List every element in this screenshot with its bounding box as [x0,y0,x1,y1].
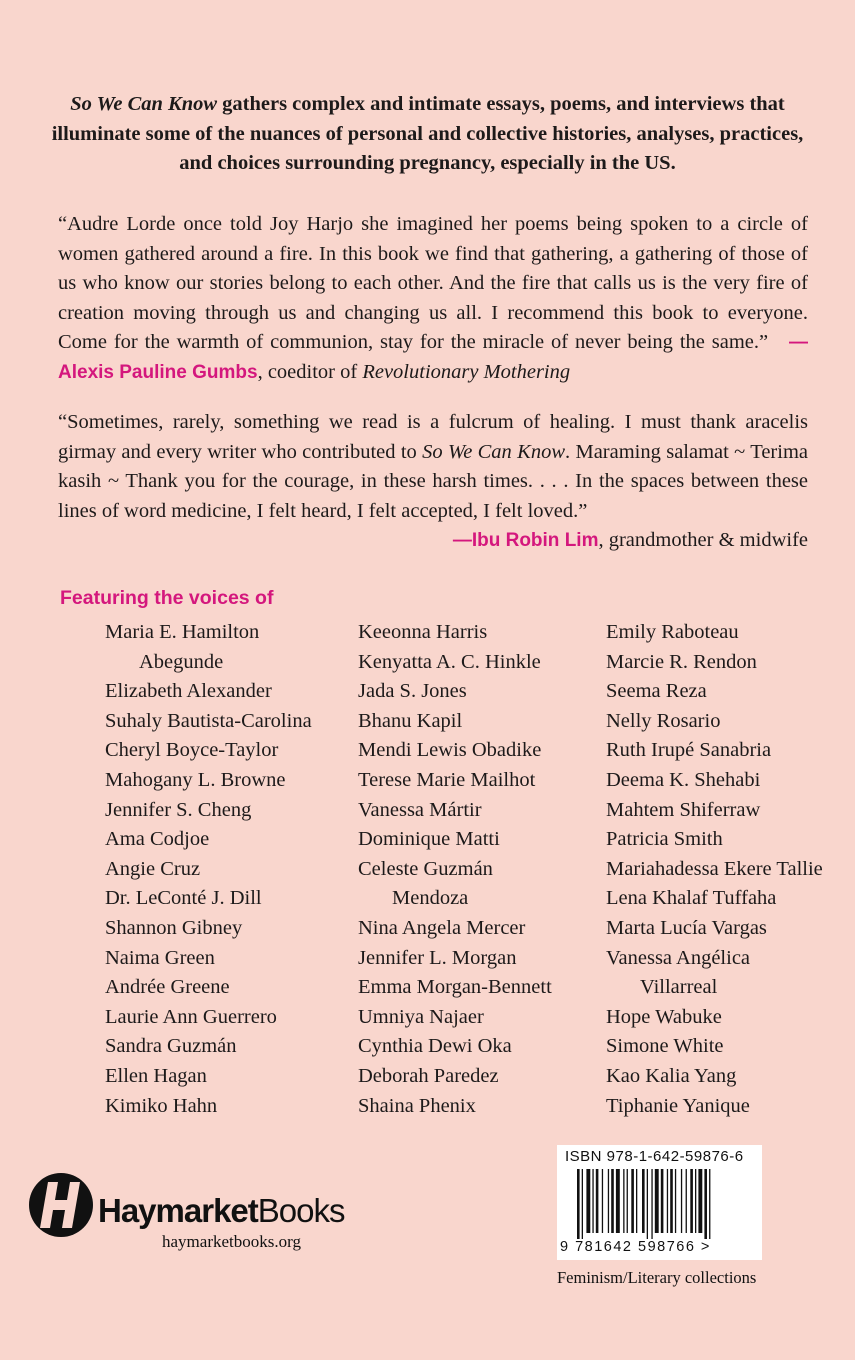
haymarket-logo-icon [28,1170,94,1240]
barcode-bar [704,1169,707,1239]
contributor-name: Jada S. Jones [358,680,467,703]
publisher-logo [28,1170,94,1245]
contributor-name: Simone White [606,1035,724,1058]
contributor-name: Vanessa Mártir [358,798,482,821]
barcode-bar [695,1169,696,1233]
contributor-name: Celeste Guzmán [358,857,493,880]
contributor-name: Cheryl Boyce-Taylor [105,739,279,762]
publisher-name: HaymarketBooks [98,1192,345,1229]
contributor-name: Dr. LeConté J. Dill [105,887,262,910]
quote-author: —Ibu Robin Lim [452,530,599,552]
barcode-bar [647,1169,648,1239]
barcode-bar [670,1169,673,1233]
isbn-label: ISBN 978-1-642-59876-6 [565,1148,744,1165]
contributor-name: Jennifer S. Cheng [105,798,252,821]
contributor-name: Bhanu Kapil [358,709,463,732]
contributor-name: Maria E. Hamilton [105,621,260,643]
contributors-column-3 [606,618,823,1121]
barcode-bar [631,1169,634,1233]
quote-author: —Alexis Pauline Gumbs [58,332,808,383]
description-blurb [40,90,815,179]
contributor-name: Mahtem Shiferraw [606,798,761,821]
contributor-name: Patricia Smith [606,828,723,851]
publisher-website: haymarketbooks.org [162,1232,301,1251]
quote-text-part2: . Maraming salamat ~ Terima kasih ~ Thank you for the courage, in these harsh times. . . . In the spaces between these lines of word medicine, I felt heard, I felt accepted, I felt loved.” [58,440,808,522]
barcode-bars [577,1169,747,1239]
contributor-name: Shannon Gibney [105,916,243,939]
quote-text: “Audre Lorde once told Joy Harjo she imagined her poems being spoken to a circle of women gathered around a fire. In this book we find that gathering, a gathering of those of us who know our stories belong to each other. And the fire that calls us is the very fire of creation moving through us and changing us all. I recommend this book to everyone. Come for the warmth of communion, stay for the miracle of never being the same.” [58,213,808,354]
contributors-column-2 [358,618,552,1121]
blurb-text: gathers complex and intimate essays, poems, and interviews that illuminate some of the nuances of personal and collective histories, analyses, practices, and choices surrounding pregnancy, especially in the US. [51,93,804,174]
contributor-name: Seema Reza [606,680,707,703]
subject-category: Feminism/Literary collections [557,1268,757,1287]
contributor-name: Shaina Phenix [358,1094,476,1117]
barcode-bar [627,1169,628,1233]
quote-author-work: Revolutionary Mothering [362,360,571,383]
quote-text-part1: “Sometimes, rarely, something we read is a fulcrum of healing. I must thank aracelis girmay and every writer who contributed to [58,411,808,463]
contributor-name: Kenyatta A. C. Hinkle [358,650,541,673]
contributor-name: Marcie R. Rendon [606,650,757,673]
contributor-name: Emily Raboteau [606,621,739,643]
contributor-name: Nina Angela Mercer [358,916,526,939]
barcode-bar [642,1169,645,1233]
barcode-bar [623,1169,624,1233]
contributor-name: Nelly Rosario [606,709,721,732]
contributor-name: Sandra Guzmán [105,1035,237,1058]
contributor-name: Cynthia Dewi Oka [358,1035,512,1058]
contributor-name: Ruth Irupé Sanabria [606,739,772,762]
barcode-bar [596,1169,599,1233]
contributor-name: Mendi Lewis Obadike [358,739,542,762]
barcode-bar [582,1169,583,1239]
barcode-bar [577,1169,580,1239]
contributor-name: Ellen Hagan [105,1064,207,1087]
barcode-bar [690,1169,693,1233]
contributor-name: Mahogany L. Browne [105,768,286,791]
quote-author-role: , coeditor of [257,360,363,383]
contributor-name: Ama Codjoe [105,828,210,851]
quote-book-title: So We Can Know [422,440,566,463]
barcode-bar [661,1169,664,1233]
barcode-bar [611,1169,614,1233]
barcode-bar [667,1169,668,1233]
barcode-bar [675,1169,676,1233]
contributor-name: Jennifer L. Morgan [358,946,517,969]
contributor-name: Emma Morgan-Bennett [358,976,552,999]
barcode-bar [616,1169,620,1233]
barcode-bar [686,1169,687,1233]
contributor-name: Dominique Matti [358,828,500,851]
contributor-name: Villarreal [640,976,718,999]
barcode-bar [608,1169,609,1233]
contributor-name: Umniya Najaer [358,1005,484,1028]
contributor-name: Lena Khalaf Tuffaha [606,887,777,910]
contributor-name: Naima Green [105,946,215,969]
endorsement-quote-2 [58,408,808,556]
contributor-name: Kimiko Hahn [105,1094,218,1117]
contributor-name: Kao Kalia Yang [606,1064,737,1087]
contributor-name: Elizabeth Alexander [105,680,272,703]
endorsement-quote-1 [58,210,808,388]
barcode-bar [592,1169,593,1233]
contributor-name: Angie Cruz [105,857,201,880]
barcode-bar [709,1169,710,1239]
barcode-bar [651,1169,652,1239]
contributor-name: Hope Wabuke [606,1005,722,1028]
contributor-name: Keeonna Harris [358,621,488,643]
contributor-name: Deborah Paredez [358,1064,499,1087]
contributor-name: Abegunde [139,650,224,673]
barcode-bar [636,1169,637,1233]
contributor-name: Mendoza [392,887,469,910]
contributor-name: Terese Marie Mailhot [358,768,536,791]
contributor-name: Andrée Greene [105,976,230,999]
barcode-bar [602,1169,603,1233]
contributor-name: Marta Lucía Vargas [606,916,767,939]
contributor-name: Deema K. Shehabi [606,768,761,791]
barcode-bar [655,1169,659,1233]
quote-author-role: , grandmother & midwife [598,529,808,552]
barcode-bar [586,1169,590,1233]
contributor-name: Mariahadessa Ekere Tallie [606,857,823,880]
barcode-box [557,1145,762,1260]
contributor-name: Suhaly Bautista-Carolina [105,709,312,732]
book-title: So We Can Know [70,93,218,115]
contributor-name: Tiphanie Yanique [606,1094,750,1117]
contributor-name: Vanessa Angélica [606,946,751,969]
contributor-name: Laurie Ann Guerrero [105,1005,277,1028]
contributors-column-1 [105,618,312,1121]
barcode-bar [681,1169,682,1233]
contributors-heading: Featuring the voices of [60,587,274,609]
barcode-bar [698,1169,702,1233]
barcode-digits: 9 781642 598766 > [560,1239,711,1255]
